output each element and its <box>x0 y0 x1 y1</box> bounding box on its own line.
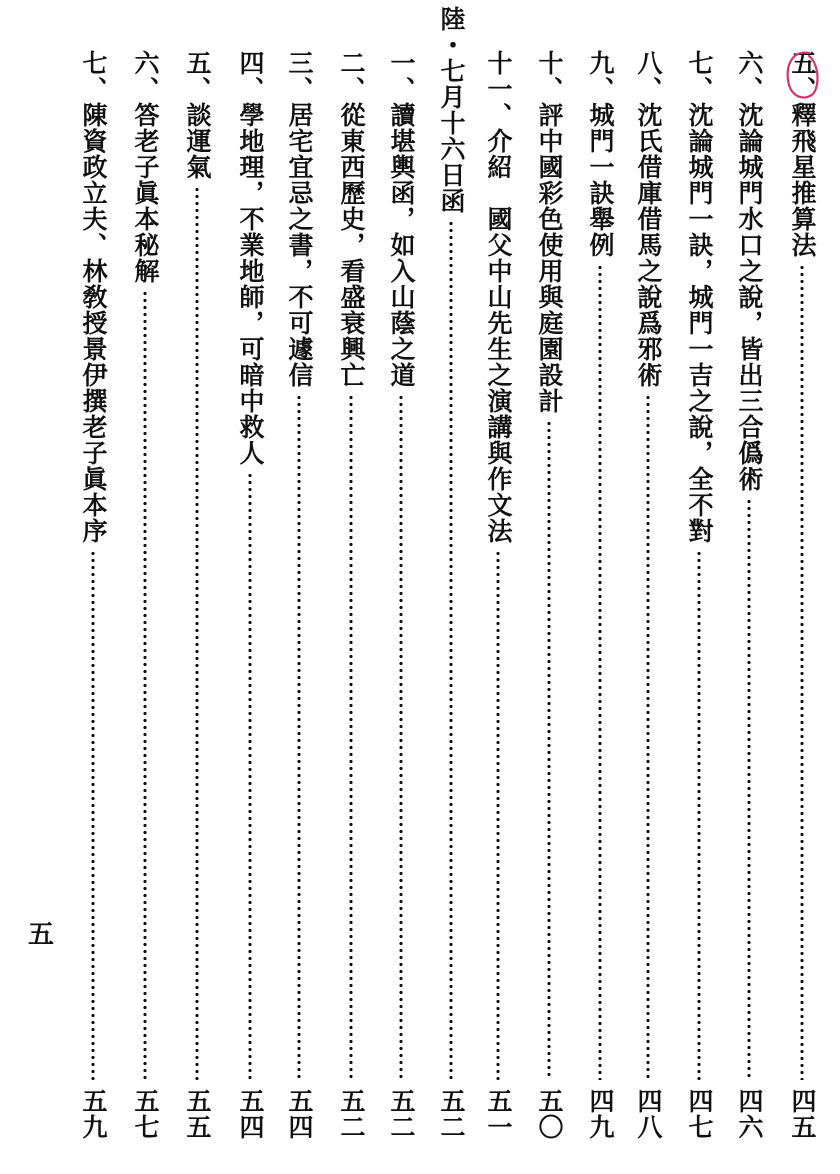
toc-entry-title: 五、談運氣 <box>183 50 212 180</box>
toc-entry-title: 一、讀堪輿函，如入山蔭之道 <box>387 50 416 388</box>
toc-entry-title: 八、沈氏借庫借馬之說爲邪術 <box>634 50 663 388</box>
dot-leader <box>91 550 95 1080</box>
toc-entry-title: 九、城門一訣舉例 <box>586 50 615 258</box>
dot-leader <box>195 186 199 1080</box>
toc-entry-title: 十一、介紹 國父中山先生之演講與作文法 <box>484 50 513 544</box>
toc-entry <box>180 50 214 1140</box>
toc-entry-page: 五四 <box>236 1088 265 1140</box>
toc-entry-page: 四七 <box>685 1088 714 1140</box>
dot-leader <box>349 394 353 1080</box>
toc-entry-page: 五二 <box>387 1088 416 1140</box>
page-number: 五 <box>28 920 55 950</box>
toc-entry-page: 五二 <box>337 1088 366 1140</box>
toc-entry-page: 五九 <box>79 1088 108 1140</box>
toc-entry-page: 五七 <box>131 1088 160 1140</box>
dot-leader <box>747 498 751 1080</box>
toc-entry <box>631 50 665 1140</box>
toc-entry-page: 五五 <box>183 1088 212 1140</box>
dot-leader <box>547 420 551 1080</box>
toc-entry-title: 十、評中國彩色使用與庭園設計 <box>535 50 564 414</box>
toc-entry-title: 三、居宅宜忌之書，不可遽信 <box>285 50 314 388</box>
dot-leader <box>399 394 403 1080</box>
toc-entry <box>128 50 162 1140</box>
toc-entry-page: 五一 <box>484 1088 513 1140</box>
dot-leader <box>449 220 453 1080</box>
toc-entry-page: 五四 <box>285 1088 314 1140</box>
toc-entry-page: 五〇 <box>535 1088 564 1140</box>
dot-leader <box>646 394 650 1080</box>
dot-leader <box>800 264 804 1080</box>
toc-entry-page: 四五 <box>788 1088 817 1140</box>
toc-entry-title: 四、學地理，不業地師，可暗中救人 <box>236 50 265 466</box>
toc-entry-title: 六、沈論城門水口之說，皆出三合僞術 <box>735 50 764 492</box>
toc-entry-title: 二、從東西歷史，看盛衰興亡 <box>337 50 366 388</box>
toc-entry <box>732 50 766 1140</box>
toc-entry-page: 四八 <box>634 1088 663 1140</box>
toc-entry-title: 五、釋飛星推算法 <box>788 50 817 258</box>
dot-leader <box>297 394 301 1080</box>
toc-entry-page: 五二 <box>437 1088 466 1140</box>
toc-entry <box>785 50 819 1140</box>
toc-section-heading <box>434 6 468 1140</box>
toc-entry <box>233 50 267 1140</box>
toc-entry-page: 四九 <box>586 1088 615 1140</box>
toc-entry <box>481 50 515 1140</box>
toc-entry <box>76 50 110 1140</box>
dot-leader <box>496 550 500 1080</box>
dot-leader <box>248 472 252 1080</box>
toc-entry-title: 七、沈論城門一訣，城門一吉之說，全不對 <box>685 50 714 544</box>
toc-entry <box>282 50 316 1140</box>
toc-entry-page: 四六 <box>735 1088 764 1140</box>
toc-entry-title: 陸・七月十六日函 <box>437 6 466 214</box>
toc-entry <box>334 50 368 1140</box>
toc-entry <box>532 50 566 1140</box>
toc-entry-title: 六、答老子眞本秘解 <box>131 50 160 284</box>
dot-leader <box>697 550 701 1080</box>
toc-entry-title: 七、陳資政立夫、林敎授景伊撰老子眞本序 <box>79 50 108 544</box>
toc-entry <box>384 50 418 1140</box>
toc-entry <box>583 50 617 1140</box>
dot-leader <box>598 264 602 1080</box>
dot-leader <box>143 290 147 1080</box>
toc-entry <box>682 50 716 1140</box>
